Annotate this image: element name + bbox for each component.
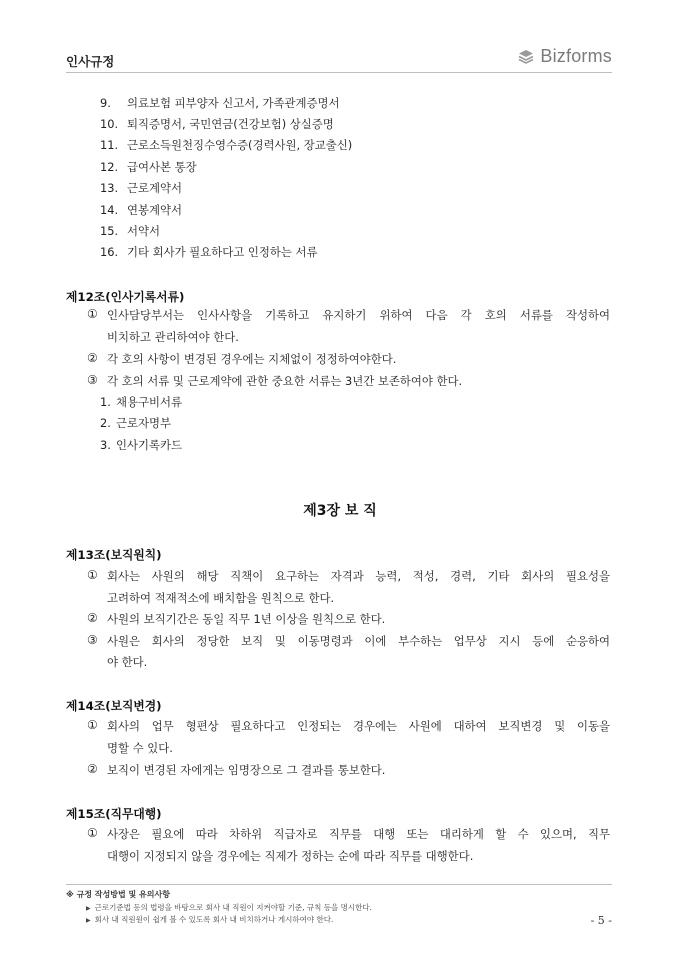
- paragraph-line: 보직이 변경된 자에게는 임명장으로 그 결과를 통보한다.: [107, 763, 386, 777]
- paragraph-line: 고려하여 적재적소에 배치함을 원칙으로 한다.: [107, 591, 335, 605]
- paragraph-line: 사장은 필요에 따라 차하위 직급자로 직무를 대행 또는 대리하게 할 수 있으며, 직무: [107, 827, 610, 841]
- triangle-bullet-icon: ▶: [86, 905, 91, 912]
- paragraph-line: 대행이 지정되지 않을 경우에는 직제가 정하는 순에 따라 직무를 대행한다.: [107, 849, 474, 863]
- page-header: [66, 44, 612, 74]
- paragraph-line: 명할 수 있다.: [107, 741, 173, 755]
- paragraph-marker: ①: [87, 718, 98, 732]
- paragraph-line: 인사담당부서는 인사사항을 기록하고 유지하기 위하여 다음 각 호의 서류를 작성하여: [107, 308, 610, 322]
- footer-divider: [66, 884, 612, 885]
- page-number: - 5 -: [590, 914, 612, 927]
- stacked-layers-icon: [517, 48, 535, 66]
- document-title: 인사규정: [66, 54, 115, 69]
- article-heading: 제14조(보직변경): [66, 699, 162, 713]
- paragraph-line: 회사의 업무 형편상 필요하다고 인정되는 경우에는 사원에 대하여 보직변경 및 이동을: [107, 719, 610, 733]
- header-divider: [66, 72, 612, 73]
- paragraph-marker: ②: [87, 351, 98, 365]
- paragraph-marker: ②: [87, 762, 98, 776]
- paragraph-marker: ①: [87, 568, 98, 582]
- paragraph-marker: ①: [87, 826, 98, 840]
- brand-name: Bizforms: [540, 46, 612, 66]
- paragraph-line: 각 호의 서류 및 근로계약에 관한 중요한 서류는 3년간 보존하여야 한다.: [107, 374, 463, 388]
- paragraph-line: 각 호의 사항이 변경된 경우에는 지체없이 정정하여야한다.: [107, 352, 397, 366]
- footnote-item: ▶ 근로기준법 등의 법령을 바탕으로 회사 내 직원이 지켜야할 기준, 규칙 등을 명시한다.: [86, 903, 372, 912]
- brand-logo: [517, 46, 612, 67]
- paragraph-line: 비치하고 관리하여야 한다.: [107, 330, 239, 344]
- article-heading: 제15조(직무대행): [66, 807, 162, 821]
- paragraph-line: 야 한다.: [107, 655, 148, 669]
- paragraph-marker: ③: [87, 633, 98, 647]
- paragraph-marker: ③: [87, 373, 98, 387]
- footnote-title: ※ 규정 작성방법 및 유의사항: [66, 890, 170, 899]
- chapter-title: 제3장 보 직: [303, 503, 377, 519]
- triangle-bullet-icon: ▶: [86, 917, 91, 924]
- paragraph-marker: ②: [87, 611, 98, 625]
- paragraph-line: 사원의 보직기간은 동일 직무 1년 이상을 원칙으로 한다.: [107, 612, 386, 626]
- paragraph-marker: ①: [87, 307, 98, 321]
- article-heading: 제13조(보직원칙): [66, 548, 162, 562]
- footnote-item: ▶ 회사 내 직원원이 쉽게 볼 수 있도록 회사 내 비치하거나 게시하여야 한다.: [86, 915, 334, 924]
- article-heading: 제12조(인사기록서류): [66, 290, 185, 304]
- paragraph-line: 회사는 사원의 해당 직책이 요구하는 자격과 능력, 적성, 경력, 기타 회사의 필요성을: [107, 569, 610, 583]
- paragraph-line: 사원은 회사의 정당한 보직 및 이동명령과 이에 부수하는 업무상 지시 등에 순응하여: [107, 634, 610, 648]
